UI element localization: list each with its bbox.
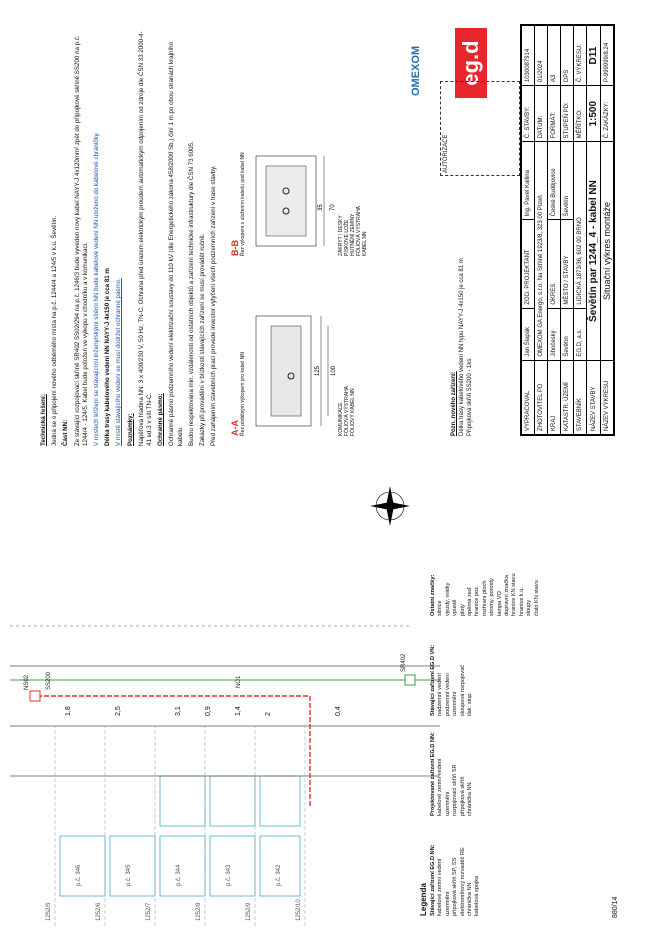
dim-label: 1,4 bbox=[235, 706, 242, 716]
node-label: NO1 bbox=[236, 675, 242, 688]
legend-item: rozpojovací skříň SR bbox=[452, 764, 459, 816]
tb-value: EG.D, a.s. bbox=[574, 308, 587, 360]
tb-value: Ševětín bbox=[561, 142, 574, 220]
legend-item: lampa VO bbox=[496, 591, 503, 616]
tb-label: FORMÁT: bbox=[548, 86, 561, 142]
tb-value: OMEXOM GA Energo, s.r.o. Na Střílně 1923/8, 323 00 Plzeň bbox=[535, 142, 548, 360]
legend-item: sloupy bbox=[526, 599, 533, 616]
section-aa-caption: Řez podélným výkopem pro kabel NN bbox=[240, 352, 246, 436]
tb-label: MĚŘÍTKO: bbox=[574, 86, 587, 142]
svg-text:100: 100 bbox=[331, 365, 337, 376]
legend-item: uzemnění bbox=[452, 691, 459, 716]
section-bb-caption: Řez výkopem s uložením kabelu pod kabel NN bbox=[240, 152, 246, 256]
legend-title: Legenda bbox=[419, 883, 428, 916]
dim-label: 2 bbox=[265, 712, 272, 716]
tb-value: Jan Šlapák bbox=[522, 308, 535, 360]
legend-col-4 bbox=[430, 496, 541, 616]
dim-label: 3,1 bbox=[175, 706, 182, 716]
section-bb-label: FÓLIOVÁ VÝSTRAHA bbox=[356, 205, 362, 256]
legend-col-title: Stávající zařízení EG.D VN: bbox=[430, 644, 436, 716]
tb-label: NÁZEV VÝKRESU bbox=[601, 360, 614, 434]
legend-item: vjezdy, vrátky bbox=[444, 582, 451, 616]
notes-exception: V místě stávajícího vedení se musí dodržet ochranné pásmo. bbox=[115, 278, 123, 446]
tb-label: NÁZEV STAVBY bbox=[587, 360, 601, 434]
notes-nn-text: Ze stávající rozpojovací skříně SR402 SS02/294 na p.č. 1246/3 bude vyveden nový kabel NAYY-J 4x120mm² zpět do přípojkové skříně SS200 na p.č. 1244/4 - 124/5. Kabel bude položen ve výkopu v chodníku a v komunikaci. bbox=[73, 35, 89, 446]
legend-item: přípojková skříň SP, SS bbox=[452, 857, 459, 916]
notes-remarks-heading: Poznámky: bbox=[126, 413, 134, 446]
legend-item: hranice KN stavu bbox=[511, 573, 518, 616]
legend-col-title: Ostatní značky: bbox=[430, 574, 436, 616]
legend-item: elektroměrový rozvaděč RE bbox=[459, 847, 466, 916]
tb-subtitle: Situační výkres montáže bbox=[601, 142, 614, 360]
authorization-label: AUTORIZACE bbox=[443, 134, 449, 173]
tb-value: P-999999/8.24 bbox=[601, 26, 614, 86]
legend-col-1 bbox=[430, 821, 482, 916]
title-block bbox=[520, 24, 615, 436]
tb-scale: 1:500 bbox=[587, 86, 601, 142]
node-label: NS02 bbox=[24, 674, 30, 690]
legend-item: kabelové zemní vedení bbox=[437, 858, 444, 916]
svg-text:35: 35 bbox=[318, 204, 324, 211]
tb-label: OKRES bbox=[548, 220, 561, 308]
equip-title: Pozn. nového zařízení: bbox=[451, 371, 457, 436]
tb-value: 1030087914 bbox=[522, 26, 535, 86]
legend-item: vpustě bbox=[452, 599, 459, 616]
tb-label: ZHOTOVITEL PD bbox=[535, 360, 548, 434]
tb-label: KRAJ bbox=[548, 360, 561, 434]
tb-value: LIDICKÁ 1873/36, 602 00 BRNO bbox=[574, 142, 587, 308]
legend-item: uzemnění bbox=[444, 891, 451, 916]
parcel-label: 1252/5 bbox=[46, 902, 52, 921]
tb-value: A3 bbox=[548, 26, 561, 86]
tb-value: Ing. Pavel Kallina bbox=[522, 142, 535, 220]
parcel-label: p.č. 346 bbox=[76, 864, 82, 886]
legend-item: hranice k.ú. bbox=[518, 587, 525, 616]
tb-label: ZOD. PROJEKTANT bbox=[522, 220, 535, 308]
tb-label: Č. VÝKRESU: bbox=[574, 26, 587, 86]
tb-drawing-no: D11 bbox=[587, 26, 601, 86]
legend-item: nadzemní vedení bbox=[437, 673, 444, 716]
tb-title: Ševětín par 1244_4 - kabel NN bbox=[587, 142, 601, 360]
notes-distances: Budou respektována min. vzdálenosti od ostatních objektů a zařízení technické infrastruktury dle ČSN 73 6005. bbox=[187, 141, 195, 446]
legend-item: opěrná zeď bbox=[467, 587, 474, 616]
egd-logo: eg.d bbox=[455, 28, 487, 98]
cabinet-ss200 bbox=[30, 691, 40, 701]
parcel-label: p.č. 345 bbox=[126, 864, 132, 886]
tb-label: VYPRACOVAL bbox=[522, 360, 535, 434]
tb-value: DPS bbox=[561, 26, 574, 86]
section-bb-label: KABEL NN bbox=[362, 231, 368, 256]
section-aa-label: FÓLIOVÝ KABEL NN bbox=[350, 388, 356, 436]
parcel-label: 1252/9 bbox=[246, 902, 252, 921]
parcel-label: 1252/6 bbox=[96, 902, 102, 921]
tb-value: České Budějovice bbox=[548, 142, 561, 220]
tb-label: DATUM: bbox=[535, 86, 548, 142]
dim-label: 1,8 bbox=[65, 706, 72, 716]
node-label: SS200 bbox=[46, 671, 52, 690]
dim-label: 0,4 bbox=[335, 706, 342, 716]
legend-col-title: Projektované zařízení EG.D NN: bbox=[430, 732, 436, 816]
section-aa-drawing bbox=[246, 286, 336, 436]
tb-label: Č. ZAKÁZKY: bbox=[601, 86, 614, 142]
legend-item: stromy, porosty bbox=[489, 578, 496, 616]
tb-value: 01/2024 bbox=[535, 26, 548, 86]
legend-item: uzemnění bbox=[444, 791, 451, 816]
legend-col-3 bbox=[430, 621, 474, 716]
tb-label: Č. STAVBY: bbox=[522, 86, 535, 142]
legend-item: kabelová spojka bbox=[474, 875, 481, 916]
section-aa-label: KOMUNIKACE bbox=[338, 402, 344, 436]
notes-before: Před zahájením stavebních prací provede investor vytyčení všech podzemních zařízení v trase stavby. bbox=[210, 165, 218, 446]
section-bb-title: B-B bbox=[230, 240, 240, 256]
tb-value: Jihočeský bbox=[548, 308, 561, 360]
legend-item: sloupová rozpojovač bbox=[459, 665, 466, 716]
section-bb-label: ZÁKRYT / DESKY bbox=[338, 215, 344, 256]
section-aa-title: A-A bbox=[230, 420, 240, 436]
node-label: SR402 bbox=[401, 653, 407, 672]
parcel-label: 1252/8 bbox=[196, 902, 202, 921]
north-arrow-icon bbox=[370, 486, 410, 526]
tb-label: KATASTR. ÚZEMÍ bbox=[561, 360, 574, 434]
notes-text: Jedná se o připojení nového odběrného místa na p.č. 1244/4 a 124/5 v k.ú. Ševětín. bbox=[51, 215, 59, 446]
notes-remarks: Napěťová hladina NN: 3 x 400/230 V, 50 Hz, TN-C. Ochrana před úrazem elektrickým proudem automatickým odpojením od zdroje dle ČSN 33 2000-4-41 ed.3 v síti TN-C. bbox=[137, 31, 154, 446]
legend-col-title: Stávající zařízení EG.D NN: bbox=[430, 844, 436, 916]
legend-item: chránička NN bbox=[467, 882, 474, 916]
notes-protection: Ochranné pásmo podzemního vedení elektrizační soustavy do 110 kV (dle Energetického zákona 458/2000 Sb.) činí 1 m po obou stranách krajního kabelu. bbox=[168, 41, 184, 446]
section-bb-drawing bbox=[246, 106, 336, 256]
parcel-label: p.č. 342 bbox=[276, 864, 282, 886]
notes-length: Délka trasy kabelového vedení NN NAYY-J 4x150 je cca 81 m bbox=[104, 268, 112, 446]
notes-manual: Zakázky při provádění v blízkosti stávajících zařízení se musí provádět ručně. bbox=[199, 233, 207, 446]
notes-protection-heading: Ochranné pásmo: bbox=[157, 393, 165, 446]
dim-label: 0,9 bbox=[205, 706, 212, 716]
equip-line: Délka trasy kabelového vedení NN typu NAYY-J 4x150 je cca 81 m bbox=[459, 258, 465, 436]
tb-label: MĚSTO / STAVBY bbox=[561, 220, 574, 308]
legend-item: rozhraní ploch bbox=[481, 580, 488, 616]
page-id: 880/14 bbox=[612, 896, 619, 918]
section-aa-label: FÓLIOVÁ VÝSTRAHA bbox=[344, 385, 350, 436]
parcel-label: 1252/7 bbox=[146, 902, 152, 921]
new-equipment-box bbox=[450, 196, 474, 436]
legend-col-2 bbox=[430, 721, 474, 816]
situation-map bbox=[10, 436, 440, 926]
notes-heading: Technická řešení: bbox=[40, 394, 47, 446]
legend-item: číslo KN stavu bbox=[533, 580, 540, 616]
technical-notes bbox=[40, 26, 221, 446]
notes-crossing: V místech křížení se stávajícími inženýrskými sítěmi NN bude kabelové vedení NN uloženo do kabelové chráničky. bbox=[93, 132, 101, 446]
legend-item: ploty bbox=[459, 604, 466, 616]
legend-item: tlak. stup. bbox=[467, 692, 474, 716]
authorization-box bbox=[440, 81, 520, 176]
section-bb-label: HUTNĚNÍ ZEMINY bbox=[350, 213, 356, 256]
parcel-label: p.č. 344 bbox=[176, 864, 182, 886]
parcel-label: 1252/10 bbox=[296, 899, 302, 921]
dim-label: 2,5 bbox=[115, 706, 122, 716]
legend-item: přípojková skříň bbox=[459, 776, 466, 816]
svg-text:125: 125 bbox=[315, 365, 321, 376]
legend-item: podzemní vedení bbox=[444, 673, 451, 716]
parcel-label: p.č. 343 bbox=[226, 864, 232, 886]
cabinet-sr402 bbox=[405, 675, 415, 685]
legend-item: kabelové zemní vedení bbox=[437, 758, 444, 816]
svg-text:70: 70 bbox=[330, 204, 336, 211]
section-bb bbox=[230, 56, 368, 256]
legend-item: dopravní značka bbox=[504, 574, 511, 616]
tb-value: Ševětín bbox=[561, 308, 574, 360]
legend-item: hranice poz. bbox=[474, 585, 481, 616]
equip-line: Přípojková skříň SS200 - 1ks bbox=[467, 358, 473, 436]
notes-nn-heading: Část NN: bbox=[62, 419, 70, 446]
tb-label: STAVEBNÍK bbox=[574, 360, 587, 434]
legend-item: silnice bbox=[437, 600, 444, 616]
section-bb-label: PÍSKOVÉ LOŽE bbox=[344, 219, 350, 256]
omexom-logo: OMEXOM bbox=[410, 45, 422, 96]
section-aa bbox=[230, 236, 356, 436]
legend-item: chránička NN bbox=[467, 782, 474, 816]
tb-label: STUPEŇ PD: bbox=[561, 86, 574, 142]
